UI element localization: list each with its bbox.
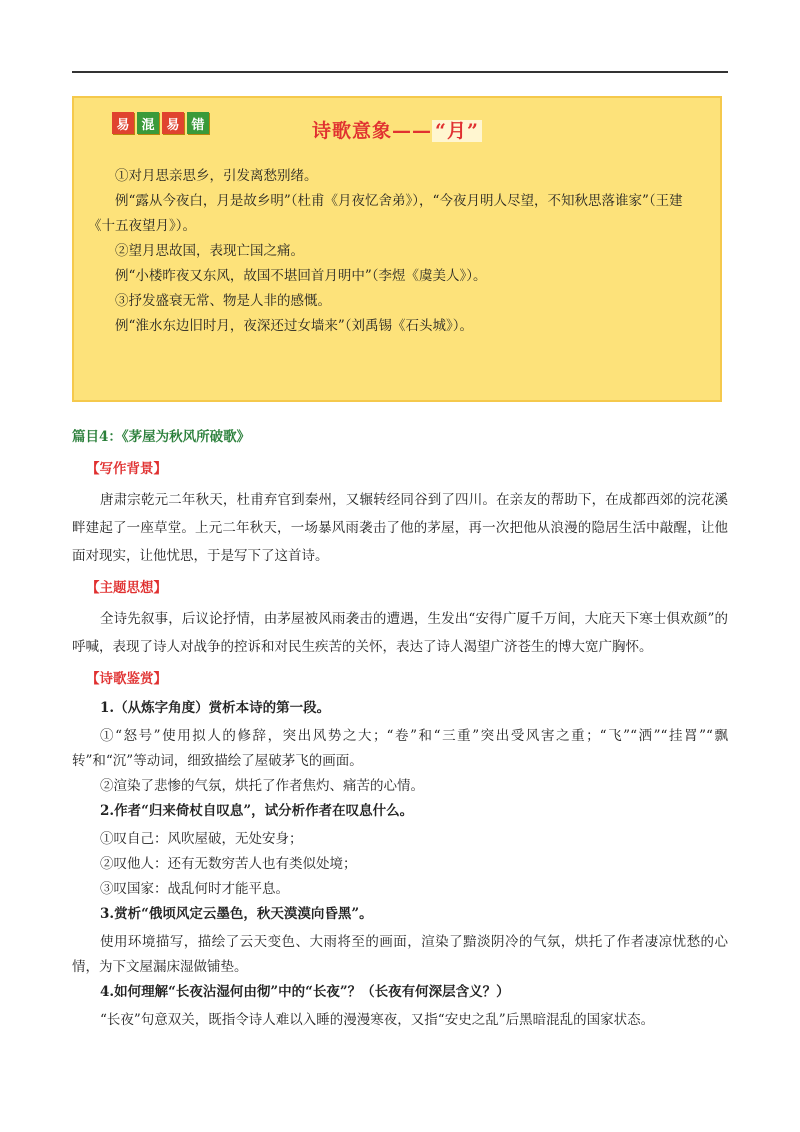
answer-line: ②渲染了悲惨的气氛，烘托了作者焦灼、痛苦的心情。 bbox=[100, 778, 424, 794]
appreciation-heading: 【诗歌鉴赏】 bbox=[86, 671, 167, 687]
answer-line: ①叹自己：风吹屋破，无处安身； bbox=[100, 831, 303, 847]
passage-title: 篇目4：《茅屋为秋风所破歌》 bbox=[72, 429, 251, 445]
tip-tag-group bbox=[112, 112, 209, 134]
tip-line: 例“淮水东边旧时月，夜深还过女墙来”（刘禹锡《石头城》）。 bbox=[115, 318, 474, 334]
tip-line: ②望月思故国，表现亡国之痛。 bbox=[115, 243, 304, 259]
background-text: 唐肃宗乾元二年秋天，杜甫弃官到秦州，又辗转经同谷到了四川。在亲友的帮助下，在成都西郊的浣花溪畔建起了一座草堂。上元二年秋天，一场暴风雨袭击了他的茅屋，再一次把他从浪漫的隐居生活中敲醒，让他面对现实，让他忧思，于是写下了这首诗。 bbox=[72, 492, 728, 564]
tip-box bbox=[72, 96, 722, 402]
background-heading: 【写作背景】 bbox=[86, 461, 167, 477]
tip-line: ①对月思亲思乡，引发离愁别绪。 bbox=[115, 168, 318, 184]
theme-text: 全诗先叙事，后议论抒情，由茅屋被风雨袭击的遭遇，生发出“安得广厦千万间，大庇天下寒士俱欢颜”的呼喊，表现了诗人对战争的控诉和对民生疾苦的关怀，表达了诗人渴望广济苍生的博大宽广胸怀。 bbox=[72, 611, 728, 655]
answer-line: “长夜”句意双关，既指令诗人难以入睡的漫漫寒夜，又指“安史之乱”后黑暗混乱的国家状态。 bbox=[100, 1012, 655, 1028]
tip-tag: 易 bbox=[162, 112, 184, 134]
tip-line: 例“小楼昨夜又东风，故国不堪回首月明中”（李煜《虞美人》）。 bbox=[115, 268, 487, 284]
question-3: 3.赏析“俄顷风定云墨色，秋天漠漠向昏黑”。 bbox=[100, 906, 373, 922]
tip-title bbox=[312, 116, 482, 143]
question-4: 4.如何理解“长夜沾湿何由彻”中的“长夜”？（长夜有何深层含义？） bbox=[100, 984, 510, 1000]
question-2: 2.作者“归来倚杖自叹息”，试分析作者在叹息什么。 bbox=[100, 803, 414, 819]
tip-title-highlight: “月” bbox=[432, 120, 482, 142]
tip-body bbox=[88, 164, 708, 339]
theme-heading: 【主题思想】 bbox=[86, 580, 167, 596]
question-1: 1.（从炼字角度）赏析本诗的第一段。 bbox=[100, 700, 331, 716]
tip-line: 例“露从今夜白，月是故乡明”（杜甫《月夜忆舍弟》），“今夜月明人尽望，不知秋思落谁家”（王建《十五夜望月》）。 bbox=[88, 193, 683, 234]
passage-section bbox=[72, 425, 728, 1033]
tip-tag: 混 bbox=[137, 112, 159, 134]
answer-line: ①“怒号”使用拟人的修辞，突出风势之大；“卷”和“三重”突出受风害之重；“飞”“洒”“挂罥”“飘转”和“沉”等动词，细致描绘了屋破茅飞的画面。 bbox=[72, 728, 728, 769]
answer-line: 使用环境描写，描绘了云天变色、大雨将至的画面，渲染了黯淡阴冷的气氛，烘托了作者凄凉忧愁的心情，为下文屋漏床湿做铺垫。 bbox=[72, 934, 728, 975]
answer-line: ③叹国家：战乱何时才能平息。 bbox=[100, 881, 289, 897]
tip-tag: 错 bbox=[187, 112, 209, 134]
tip-line: ③抒发盛衰无常、物是人非的感慨。 bbox=[115, 293, 331, 309]
tip-title-prefix: 诗歌意象—— bbox=[312, 120, 433, 142]
answer-line: ②叹他人：还有无数穷苦人也有类似处境； bbox=[100, 856, 357, 872]
header-rule bbox=[72, 71, 728, 73]
tip-tag: 易 bbox=[112, 112, 134, 134]
